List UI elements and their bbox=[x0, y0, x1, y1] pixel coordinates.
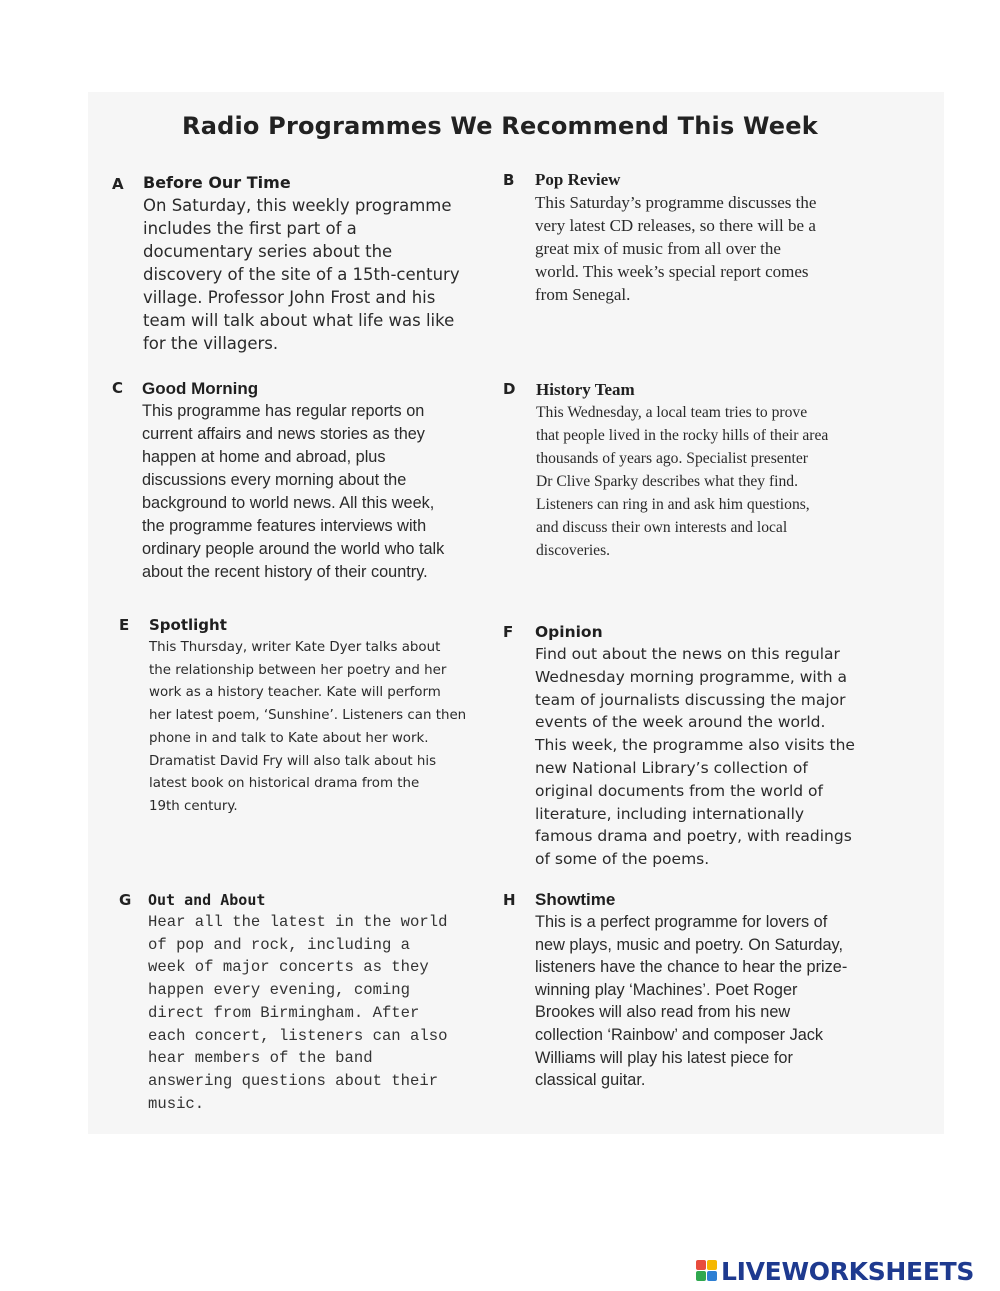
description-line: ordinary people around the world who talk bbox=[142, 540, 445, 558]
description-line: Brookes will also read from his new bbox=[535, 1003, 791, 1022]
description-line: This Thursday, writer Kate Dyer talks about bbox=[149, 640, 441, 655]
description-line: On Saturday, this weekly programme bbox=[143, 196, 452, 215]
description-line: latest book on historical drama from the bbox=[149, 776, 420, 792]
description-line: Listeners can ring in and ask him questions, bbox=[536, 496, 810, 513]
description-line: 19th century. bbox=[149, 798, 238, 814]
programme-name: Spotlight bbox=[149, 616, 227, 634]
programme-description bbox=[149, 637, 494, 819]
description-line: winning play ‘Machines’. Poet Roger bbox=[535, 980, 798, 999]
liveworksheets-logo-icon bbox=[696, 1260, 718, 1282]
description-line: about the recent history of their country. bbox=[142, 563, 428, 581]
description-line: This week, the programme also visits the bbox=[535, 736, 855, 755]
programme-description bbox=[535, 191, 895, 306]
description-line: This Saturday’s programme discusses the bbox=[535, 193, 817, 212]
description-line: famous drama and poetry, with readings bbox=[535, 827, 852, 846]
description-line: events of the week around the world. bbox=[535, 713, 826, 732]
description-line: background to world news. All this week, bbox=[142, 494, 435, 512]
programme-letter: H bbox=[503, 891, 516, 909]
description-line: new plays, music and poetry. On Saturday, bbox=[535, 935, 843, 954]
description-line: current affairs and news stories as they bbox=[142, 425, 425, 443]
description-line: team will talk about what life was like bbox=[143, 311, 455, 330]
description-line: phone in and talk to Kate about her work. bbox=[149, 730, 429, 746]
programme-letter: A bbox=[112, 175, 124, 193]
description-line: great mix of music from all over the bbox=[535, 239, 781, 258]
description-line: Wednesday morning programme, with a bbox=[535, 667, 848, 686]
programme-name: Pop Review bbox=[535, 170, 621, 189]
description-line: Williams will play his latest piece for bbox=[535, 1048, 793, 1067]
programme-name: Opinion bbox=[535, 623, 603, 641]
description-line: very latest CD releases, so there will be a bbox=[535, 216, 816, 235]
description-line: Dramatist David Fry will also talk about his bbox=[149, 753, 437, 769]
programme-name: Out and About bbox=[148, 891, 266, 909]
description-line: of pop and rock, including a bbox=[148, 935, 411, 954]
description-line: music. bbox=[148, 1094, 205, 1113]
description-line: that people lived in the rocky hills of their area bbox=[536, 427, 829, 444]
programme-name: Before Our Time bbox=[143, 173, 291, 192]
programme-description bbox=[535, 643, 895, 871]
description-line: new National Library’s collection of bbox=[535, 758, 808, 777]
description-line: This Wednesday, a local team tries to prove bbox=[536, 404, 808, 421]
description-line: Dr Clive Sparky describes what they find. bbox=[536, 473, 799, 490]
description-line: discoveries. bbox=[536, 542, 611, 559]
description-line: thousands of years ago. Specialist presenter bbox=[536, 450, 808, 467]
description-line: Hear all the latest in the world bbox=[148, 913, 448, 931]
description-line: collection ‘Rainbow’ and composer Jack bbox=[535, 1025, 824, 1044]
description-line: week of major concerts as they bbox=[148, 958, 429, 977]
liveworksheets-logo[interactable] bbox=[696, 1256, 974, 1286]
description-line: work as a history teacher. Kate will perform bbox=[149, 685, 441, 701]
programme-letter: G bbox=[119, 891, 132, 909]
description-line: discovery of the site of a 15th-century bbox=[143, 265, 460, 284]
description-line: includes the first part of a bbox=[143, 219, 357, 238]
page-title: Radio Programmes We Recommend This Week bbox=[182, 112, 818, 140]
programme-description bbox=[536, 401, 896, 562]
programme-description bbox=[142, 400, 494, 584]
description-line: the relationship between her poetry and her bbox=[149, 662, 447, 678]
programme-letter: B bbox=[503, 171, 515, 189]
programme-letter: E bbox=[119, 616, 130, 634]
description-line: world. This week’s special report comes bbox=[535, 262, 809, 281]
logo-text: LIVEWORKSHEETS bbox=[721, 1256, 975, 1286]
description-line: original documents from the world of bbox=[535, 781, 823, 800]
programme-letter: C bbox=[112, 379, 124, 397]
description-line: each concert, listeners can also bbox=[148, 1026, 448, 1045]
description-line: listeners have the chance to hear the prize- bbox=[535, 958, 848, 977]
description-line: This is a perfect programme for lovers of bbox=[535, 913, 828, 931]
description-line: team of journalists discussing the major bbox=[535, 690, 846, 709]
description-line: discussions every morning about the bbox=[142, 471, 407, 489]
description-line: from Senegal. bbox=[535, 285, 631, 304]
programme-name: Good Morning bbox=[142, 379, 259, 398]
programme-description bbox=[148, 911, 498, 1115]
programme-name: History Team bbox=[536, 380, 635, 399]
description-line: answering questions about their bbox=[148, 1071, 439, 1090]
description-line: This programme has regular reports on bbox=[142, 402, 425, 420]
description-line: happen at home and abroad, plus bbox=[142, 448, 386, 466]
description-line: happen every evening, coming bbox=[148, 981, 411, 1000]
programme-description bbox=[143, 194, 495, 355]
programme-description bbox=[535, 911, 895, 1092]
programme-letter: F bbox=[503, 623, 514, 641]
description-line: the programme features interviews with bbox=[142, 517, 427, 535]
description-line: her latest poem, ‘Sunshine’. Listeners can then bbox=[149, 708, 467, 724]
description-line: village. Professor John Frost and his bbox=[143, 288, 436, 307]
programme-name: Showtime bbox=[535, 890, 616, 909]
description-line: classical guitar. bbox=[535, 1071, 646, 1090]
programme-letter: D bbox=[503, 380, 516, 398]
description-line: literature, including internationally bbox=[535, 804, 805, 823]
description-line: hear members of the band bbox=[148, 1049, 373, 1068]
description-line: direct from Birmingham. After bbox=[148, 1003, 420, 1022]
description-line: for the villagers. bbox=[143, 334, 279, 353]
description-line: and discuss their own interests and local bbox=[536, 519, 788, 536]
description-line: documentary series about the bbox=[143, 242, 393, 261]
description-line: Find out about the news on this regular bbox=[535, 645, 840, 663]
description-line: of some of the poems. bbox=[535, 850, 710, 869]
